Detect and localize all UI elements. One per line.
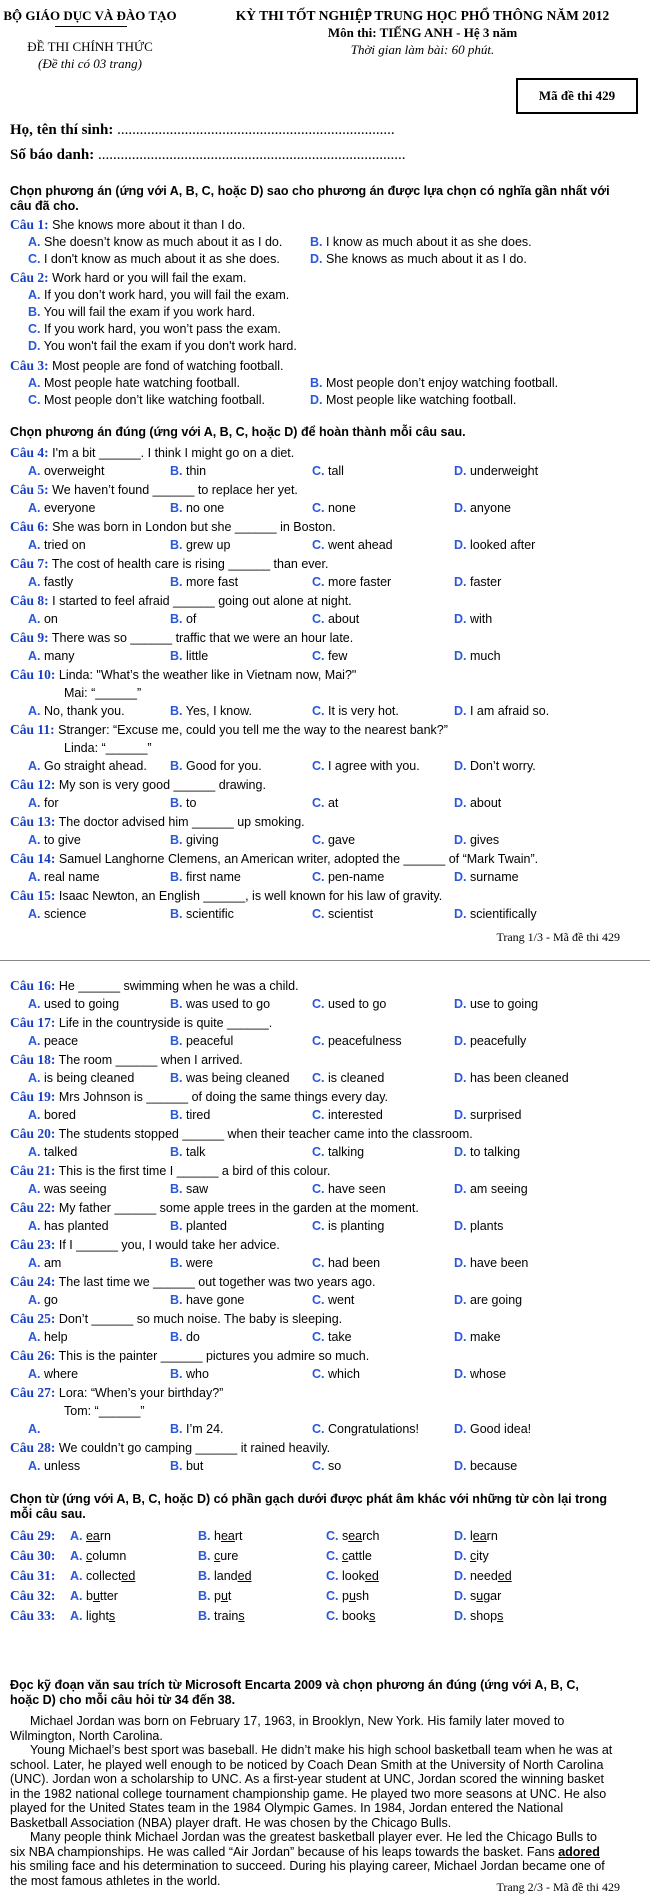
page-separator	[0, 960, 650, 961]
q11-option-b[interactable]: B. Good for you.	[170, 759, 262, 773]
q1-option-d[interactable]: D. She knows as much about it as I do.	[310, 252, 527, 266]
q26-option-b[interactable]: B. who	[170, 1367, 209, 1381]
q12-option-d[interactable]: D. about	[454, 796, 502, 810]
q3-option-c[interactable]: C. Most people don’t like watching football.	[28, 393, 265, 407]
page-1-footer: Trang 1/3 - Mã đề thi 429	[496, 930, 620, 944]
q4-option-c[interactable]: C. tall	[312, 464, 344, 478]
q26-option-c[interactable]: C. which	[312, 1367, 360, 1381]
page-2	[0, 962, 650, 1898]
q15-option-c[interactable]: C. scientist	[312, 907, 374, 921]
passage-underlined-word: adored	[558, 1844, 600, 1859]
q17-option-d[interactable]: D. peacefully	[454, 1034, 527, 1048]
phonetic-29-option-c[interactable]: C. search	[326, 1529, 380, 1543]
phonetic-31-option-c[interactable]: C. looked	[326, 1569, 379, 1583]
question-20: Câu 20: The students stopped ______ when their teacher came into the classroom.	[10, 1126, 473, 1141]
question-10-response-prompt: Mai: “______”	[64, 686, 142, 700]
q9-option-a[interactable]: A. many	[28, 649, 75, 663]
q1-option-a[interactable]: A. She doesn’t know as much about it as I do.	[28, 235, 283, 249]
phonetic-31-option-d[interactable]: D. needed	[454, 1569, 512, 1583]
q3-option-b[interactable]: B. Most people don’t enjoy watching football.	[310, 376, 559, 390]
q4-option-a[interactable]: A. overweight	[28, 464, 105, 478]
q4-option-b[interactable]: B. thin	[170, 464, 207, 478]
q23-option-c[interactable]: C. had been	[312, 1256, 381, 1270]
q27-option-d[interactable]: D. Good idea!	[454, 1422, 532, 1436]
question-17: Câu 17: Life in the countryside is quite ______.	[10, 1015, 273, 1030]
phonetic-30-option-d[interactable]: D. city	[454, 1549, 489, 1563]
q3-option-a[interactable]: A. Most people hate watching football.	[28, 376, 240, 390]
question-24: Câu 24: The last time we ______ out together was two years ago.	[10, 1274, 376, 1289]
exam-time: Thời gian làm bài: 60 phút.	[350, 42, 495, 57]
phonetic-30-option-a[interactable]: A. column	[70, 1549, 127, 1563]
q27-option-b[interactable]: B. I’m 24.	[170, 1422, 224, 1436]
q17-option-c[interactable]: C. peacefulness	[312, 1034, 402, 1048]
q20-option-c[interactable]: C. talking	[312, 1145, 365, 1159]
q20-option-b[interactable]: B. talk	[170, 1145, 206, 1159]
q7-option-d[interactable]: D. faster	[454, 575, 502, 589]
q25-option-a[interactable]: A. help	[28, 1330, 68, 1344]
phonetic-32-option-b[interactable]: B. put	[198, 1589, 232, 1603]
phonetic-32-option-c[interactable]: C. push	[326, 1589, 370, 1603]
q15-option-b[interactable]: B. scientific	[170, 907, 234, 921]
q25-option-d[interactable]: D. make	[454, 1330, 501, 1344]
q1-option-c[interactable]: C. I don't know as much about it as she does.	[28, 252, 280, 266]
q24-option-c[interactable]: C. went	[312, 1293, 355, 1307]
q5-option-c[interactable]: C. none	[312, 501, 356, 515]
question-1: Câu 1: She knows more about it than I do.	[10, 217, 246, 232]
passage-paragraph-3: Many people think Michael Jordan was the greatest basketball player ever. He led the Chicago Bulls to six NBA championships. He was called “Air Jordan” because of his leaps towards the basket. Fans adored his smiling face and his determination to succeed. During his playing career, Michael Jordan became one of the most famous athletes in the world.	[10, 1830, 605, 1888]
q2-option-d[interactable]: D. You won't fail the exam if you don't work hard.	[28, 339, 297, 353]
question-7: Câu 7: The cost of health care is rising ______ than ever.	[10, 556, 329, 571]
ministry-name: BỘ GIÁO DỤC VÀ ĐÀO TẠO	[3, 8, 177, 23]
q20-option-d[interactable]: D. to talking	[454, 1145, 521, 1159]
q7-option-a[interactable]: A. fastly	[28, 575, 74, 589]
phonetic-29-option-a[interactable]: A. earn	[70, 1529, 112, 1543]
q14-option-c[interactable]: C. pen-name	[312, 870, 385, 884]
q22-option-d[interactable]: D. plants	[454, 1219, 504, 1233]
q19-option-c[interactable]: C. interested	[312, 1108, 383, 1122]
exam-subject: Môn thi: TIẾNG ANH - Hệ 3 năm	[327, 25, 518, 40]
question-16: Câu 16: He ______ swimming when he was a child.	[10, 978, 299, 993]
passage-paragraph-2: Young Michael’s best sport was baseball. He didn’t make his high school basketball team when he was at school. Later, he played well enough to be noticed by Coach Dean Smith at the University of North Carolina (UNC). Jordan won a scholarship to UNC. As a first-year student at UNC, Jordan scored the winning basket in the 1982 national college tournament championship game. He played two more seasons at UNC. He also played for the United States team in the 1984 Olympic Games. In 1984, Jordan entered the National Basketball Association (NBA) player draft. He was chosen by the Chicago Bulls.	[10, 1743, 613, 1830]
q13-option-d[interactable]: D. gives	[454, 833, 500, 847]
q8-option-c[interactable]: C. about	[312, 612, 360, 626]
q14-option-d[interactable]: D. surname	[454, 870, 519, 884]
q8-option-d[interactable]: D. with	[454, 612, 493, 626]
q17-option-a[interactable]: A. peace	[28, 1034, 79, 1048]
ministry-underline	[55, 26, 127, 27]
phonetic-33-option-a[interactable]: A. lights	[70, 1609, 116, 1623]
exam-code-box: Mã đề thi 429	[516, 78, 638, 114]
q14-option-b[interactable]: B. first name	[170, 870, 241, 884]
phonetic-question-32: Câu 32:	[10, 1588, 56, 1603]
phonetic-31-option-b[interactable]: B. landed	[198, 1569, 252, 1583]
candidate-id-label: Số báo danh:	[10, 147, 95, 163]
candidate-id-dots: ..................................................................................	[97, 147, 406, 163]
phonetic-32-option-d[interactable]: D. sugar	[454, 1589, 502, 1603]
q28-option-b[interactable]: B. but	[170, 1459, 204, 1473]
question-19: Câu 19: Mrs Johnson is ______ of doing the same things every day.	[10, 1089, 389, 1104]
official-label: ĐỀ THI CHÍNH THỨC	[27, 39, 153, 54]
q23-option-d[interactable]: D. have been	[454, 1256, 529, 1270]
q8-option-a[interactable]: A. on	[28, 612, 58, 626]
question-15: Câu 15: Isaac Newton, an English ______, is well known for his law of gravity.	[10, 888, 443, 903]
q24-option-a[interactable]: A. go	[28, 1293, 58, 1307]
question-11-response-prompt: Linda: “______”	[64, 741, 152, 755]
q6-option-d[interactable]: D. looked after	[454, 538, 536, 552]
candidate-name-dots: ..........................................................................	[117, 122, 395, 138]
q22-option-a[interactable]: A. has planted	[28, 1219, 109, 1233]
section-4-instruction: Đọc kỹ đoạn văn sau trích từ Microsoft Encarta 2009 và chọn phương án đúng (ứng với A, B, C, hoặc D) cho mỗi câu hỏi từ 34 đến 38.	[10, 1678, 579, 1707]
q16-option-a[interactable]: A. used to going	[28, 997, 120, 1011]
section-1-instruction: Chọn phương án (ứng với A, B, C, hoặc D) sao cho phương án được lựa chọn có nghĩa gần nhất với câu đã cho.	[10, 184, 610, 213]
q22-option-c[interactable]: C. is planting	[312, 1219, 385, 1233]
phonetic-30-option-c[interactable]: C. cattle	[326, 1549, 372, 1563]
phonetic-29-option-d[interactable]: D. learn	[454, 1529, 498, 1543]
phonetic-33-option-b[interactable]: B. trains	[198, 1609, 245, 1623]
q19-option-a[interactable]: A. bored	[28, 1108, 76, 1122]
page-2-footer: Trang 2/3 - Mã đề thi 429	[496, 1880, 620, 1894]
q8-option-b[interactable]: B. of	[170, 612, 197, 626]
q15-option-a[interactable]: A. science	[28, 907, 87, 921]
q10-option-c[interactable]: C. It is very hot.	[312, 704, 399, 718]
phonetic-question-31: Câu 31:	[10, 1568, 56, 1583]
candidate-name-field	[10, 122, 395, 139]
phonetic-33-option-d[interactable]: D. shops	[454, 1609, 504, 1623]
q13-option-b[interactable]: B. giving	[170, 833, 219, 847]
q6-option-c[interactable]: C. went ahead	[312, 538, 393, 552]
question-13: Câu 13: The doctor advised him ______ up smoking.	[10, 814, 305, 829]
section-3-instruction: Chọn từ (ứng với A, B, C, hoặc D) có phần gạch dưới được phát âm khác với những từ còn lại trong mỗi câu sau.	[10, 1492, 608, 1521]
q6-option-b[interactable]: B. grew up	[170, 538, 231, 552]
phonetic-29-option-b[interactable]: B. heart	[198, 1529, 243, 1543]
question-22: Câu 22: My father ______ some apple trees in the garden at the moment.	[10, 1200, 419, 1215]
question-4: Câu 4: I'm a bit ______. I think I might go on a diet.	[10, 445, 295, 460]
q14-option-a[interactable]: A. real name	[28, 870, 100, 884]
question-2: Câu 2: Work hard or you will fail the exam.	[10, 270, 247, 285]
q21-option-d[interactable]: D. am seeing	[454, 1182, 528, 1196]
question-12: Câu 12: My son is very good ______ drawing.	[10, 777, 266, 792]
q2-option-a[interactable]: A. If you don’t work hard, you will fail the exam.	[28, 288, 290, 302]
q11-option-c[interactable]: C. I agree with you.	[312, 759, 420, 773]
q17-option-b[interactable]: B. peaceful	[170, 1034, 234, 1048]
question-26: Câu 26: This is the painter ______ pictures you admire so much.	[10, 1348, 370, 1363]
phonetic-32-option-a[interactable]: A. butter	[70, 1589, 118, 1603]
passage-paragraph-1: Michael Jordan was born on February 17, 1963, in Brooklyn, New York. His family later moved to Wilmington, North Carolina.	[10, 1714, 565, 1743]
q28-option-a[interactable]: A. unless	[28, 1459, 81, 1473]
section-2-instruction: Chọn phương án đúng (ứng với A, B, C, hoặc D) để hoàn thành mỗi câu sau.	[10, 425, 466, 439]
phonetic-question-30: Câu 30:	[10, 1548, 56, 1563]
q1-option-b[interactable]: B. I know as much about it as she does.	[310, 235, 532, 249]
q27-option-a[interactable]: A.	[28, 1422, 41, 1436]
phonetic-question-33: Câu 33:	[10, 1608, 56, 1623]
q2-option-c[interactable]: C. If you work hard, you won’t pass the exam.	[28, 322, 281, 336]
q22-option-b[interactable]: B. planted	[170, 1219, 227, 1233]
q12-option-c[interactable]: C. at	[312, 796, 339, 810]
question-14: Câu 14: Samuel Langhorne Clemens, an American writer, adopted the ______ of “Mark Twain”.	[10, 851, 539, 866]
q18-option-d[interactable]: D. has been cleaned	[454, 1071, 569, 1085]
question-6: Câu 6: She was born in London but she ______ in Boston.	[10, 519, 336, 534]
q12-option-b[interactable]: B. to	[170, 796, 197, 810]
q13-option-a[interactable]: A. to give	[28, 833, 81, 847]
question-3: Câu 3: Most people are fond of watching football.	[10, 358, 284, 373]
q11-option-d[interactable]: D. Don’t worry.	[454, 759, 536, 773]
q19-option-b[interactable]: B. tired	[170, 1108, 211, 1122]
q28-option-c[interactable]: C. so	[312, 1459, 342, 1473]
q4-option-d[interactable]: D. underweight	[454, 464, 539, 478]
question-18: Câu 18: The room ______ when I arrived.	[10, 1052, 243, 1067]
question-28: Câu 28: We couldn’t go camping ______ it rained heavily.	[10, 1440, 331, 1455]
q10-option-b[interactable]: B. Yes, I know.	[170, 704, 252, 718]
q12-option-a[interactable]: A. for	[28, 796, 59, 810]
phonetic-30-option-b[interactable]: B. cure	[198, 1549, 239, 1563]
phonetic-33-option-c[interactable]: C. books	[326, 1609, 376, 1623]
q5-option-d[interactable]: D. anyone	[454, 501, 511, 515]
question-21: Câu 21: This is the first time I ______ a bird of this colour.	[10, 1163, 331, 1178]
question-8: Câu 8: I started to feel afraid ______ going out alone at night.	[10, 593, 352, 608]
question-27: Câu 27: Lora: “When’s your birthday?”	[10, 1385, 224, 1400]
q24-option-d[interactable]: D. are going	[454, 1293, 523, 1307]
question-5: Câu 5: We haven’t found ______ to replace her yet.	[10, 482, 298, 497]
q10-option-d[interactable]: D. I am afraid so.	[454, 704, 550, 718]
q16-option-c[interactable]: C. used to go	[312, 997, 387, 1011]
question-10: Câu 10: Linda: "What’s the weather like in Vietnam now, Mai?"	[10, 667, 357, 682]
q15-option-d[interactable]: D. scientifically	[454, 907, 537, 921]
pages-note: (Đề thi có 03 trang)	[38, 56, 142, 71]
q25-option-c[interactable]: C. take	[312, 1330, 352, 1344]
q18-option-c[interactable]: C. is cleaned	[312, 1071, 385, 1085]
q9-option-d[interactable]: D. much	[454, 649, 501, 663]
q27-option-c[interactable]: C. Congratulations!	[312, 1422, 420, 1436]
q5-option-a[interactable]: A. everyone	[28, 501, 96, 515]
q11-option-a[interactable]: A. Go straight ahead.	[28, 759, 147, 773]
q7-option-c[interactable]: C. more faster	[312, 575, 392, 589]
question-25: Câu 25: Don’t ______ so much noise. The baby is sleeping.	[10, 1311, 343, 1326]
phonetic-question-29: Câu 29:	[10, 1528, 56, 1543]
question-9: Câu 9: There was so ______ traffic that we were an hour late.	[10, 630, 354, 645]
q18-option-a[interactable]: A. is being cleaned	[28, 1071, 135, 1085]
q23-option-b[interactable]: B. were	[170, 1256, 214, 1270]
q21-option-c[interactable]: C. have seen	[312, 1182, 386, 1196]
question-11: Câu 11: Stranger: “Excuse me, could you tell me the way to the nearest bank?”	[10, 722, 448, 737]
candidate-id-field	[10, 147, 405, 164]
phonetic-31-option-a[interactable]: A. collected	[70, 1569, 136, 1583]
question-27-response-prompt: Tom: “______”	[64, 1404, 145, 1418]
q5-option-b[interactable]: B. no one	[170, 501, 225, 515]
q9-option-c[interactable]: C. few	[312, 649, 348, 663]
q21-option-b[interactable]: B. saw	[170, 1182, 209, 1196]
q24-option-b[interactable]: B. have gone	[170, 1293, 245, 1307]
q19-option-d[interactable]: D. surprised	[454, 1108, 522, 1122]
q20-option-a[interactable]: A. talked	[28, 1145, 78, 1159]
q3-option-d[interactable]: D. Most people like watching football.	[310, 393, 517, 407]
q23-option-a[interactable]: A. am	[28, 1256, 62, 1270]
q25-option-b[interactable]: B. do	[170, 1330, 200, 1344]
exam-title: KỲ THI TỐT NGHIỆP TRUNG HỌC PHỔ THÔNG NĂM 2012	[235, 8, 610, 23]
q13-option-c[interactable]: C. gave	[312, 833, 356, 847]
q16-option-d[interactable]: D. use to going	[454, 997, 539, 1011]
q28-option-d[interactable]: D. because	[454, 1459, 518, 1473]
candidate-name-label: Họ, tên thí sinh:	[10, 122, 114, 138]
q7-option-b[interactable]: B. more fast	[170, 575, 239, 589]
q21-option-a[interactable]: A. was seeing	[28, 1182, 107, 1196]
q26-option-d[interactable]: D. whose	[454, 1367, 507, 1381]
q26-option-a[interactable]: A. where	[28, 1367, 79, 1381]
q18-option-b[interactable]: B. was being cleaned	[170, 1071, 290, 1085]
q9-option-b[interactable]: B. little	[170, 649, 209, 663]
question-23: Câu 23: If I ______ you, I would take her advice.	[10, 1237, 280, 1252]
q2-option-b[interactable]: B. You will fail the exam if you work hard.	[28, 305, 256, 319]
q6-option-a[interactable]: A. tried on	[28, 538, 86, 552]
q10-option-a[interactable]: A. No, thank you.	[28, 704, 125, 718]
q16-option-b[interactable]: B. was used to go	[170, 997, 271, 1011]
